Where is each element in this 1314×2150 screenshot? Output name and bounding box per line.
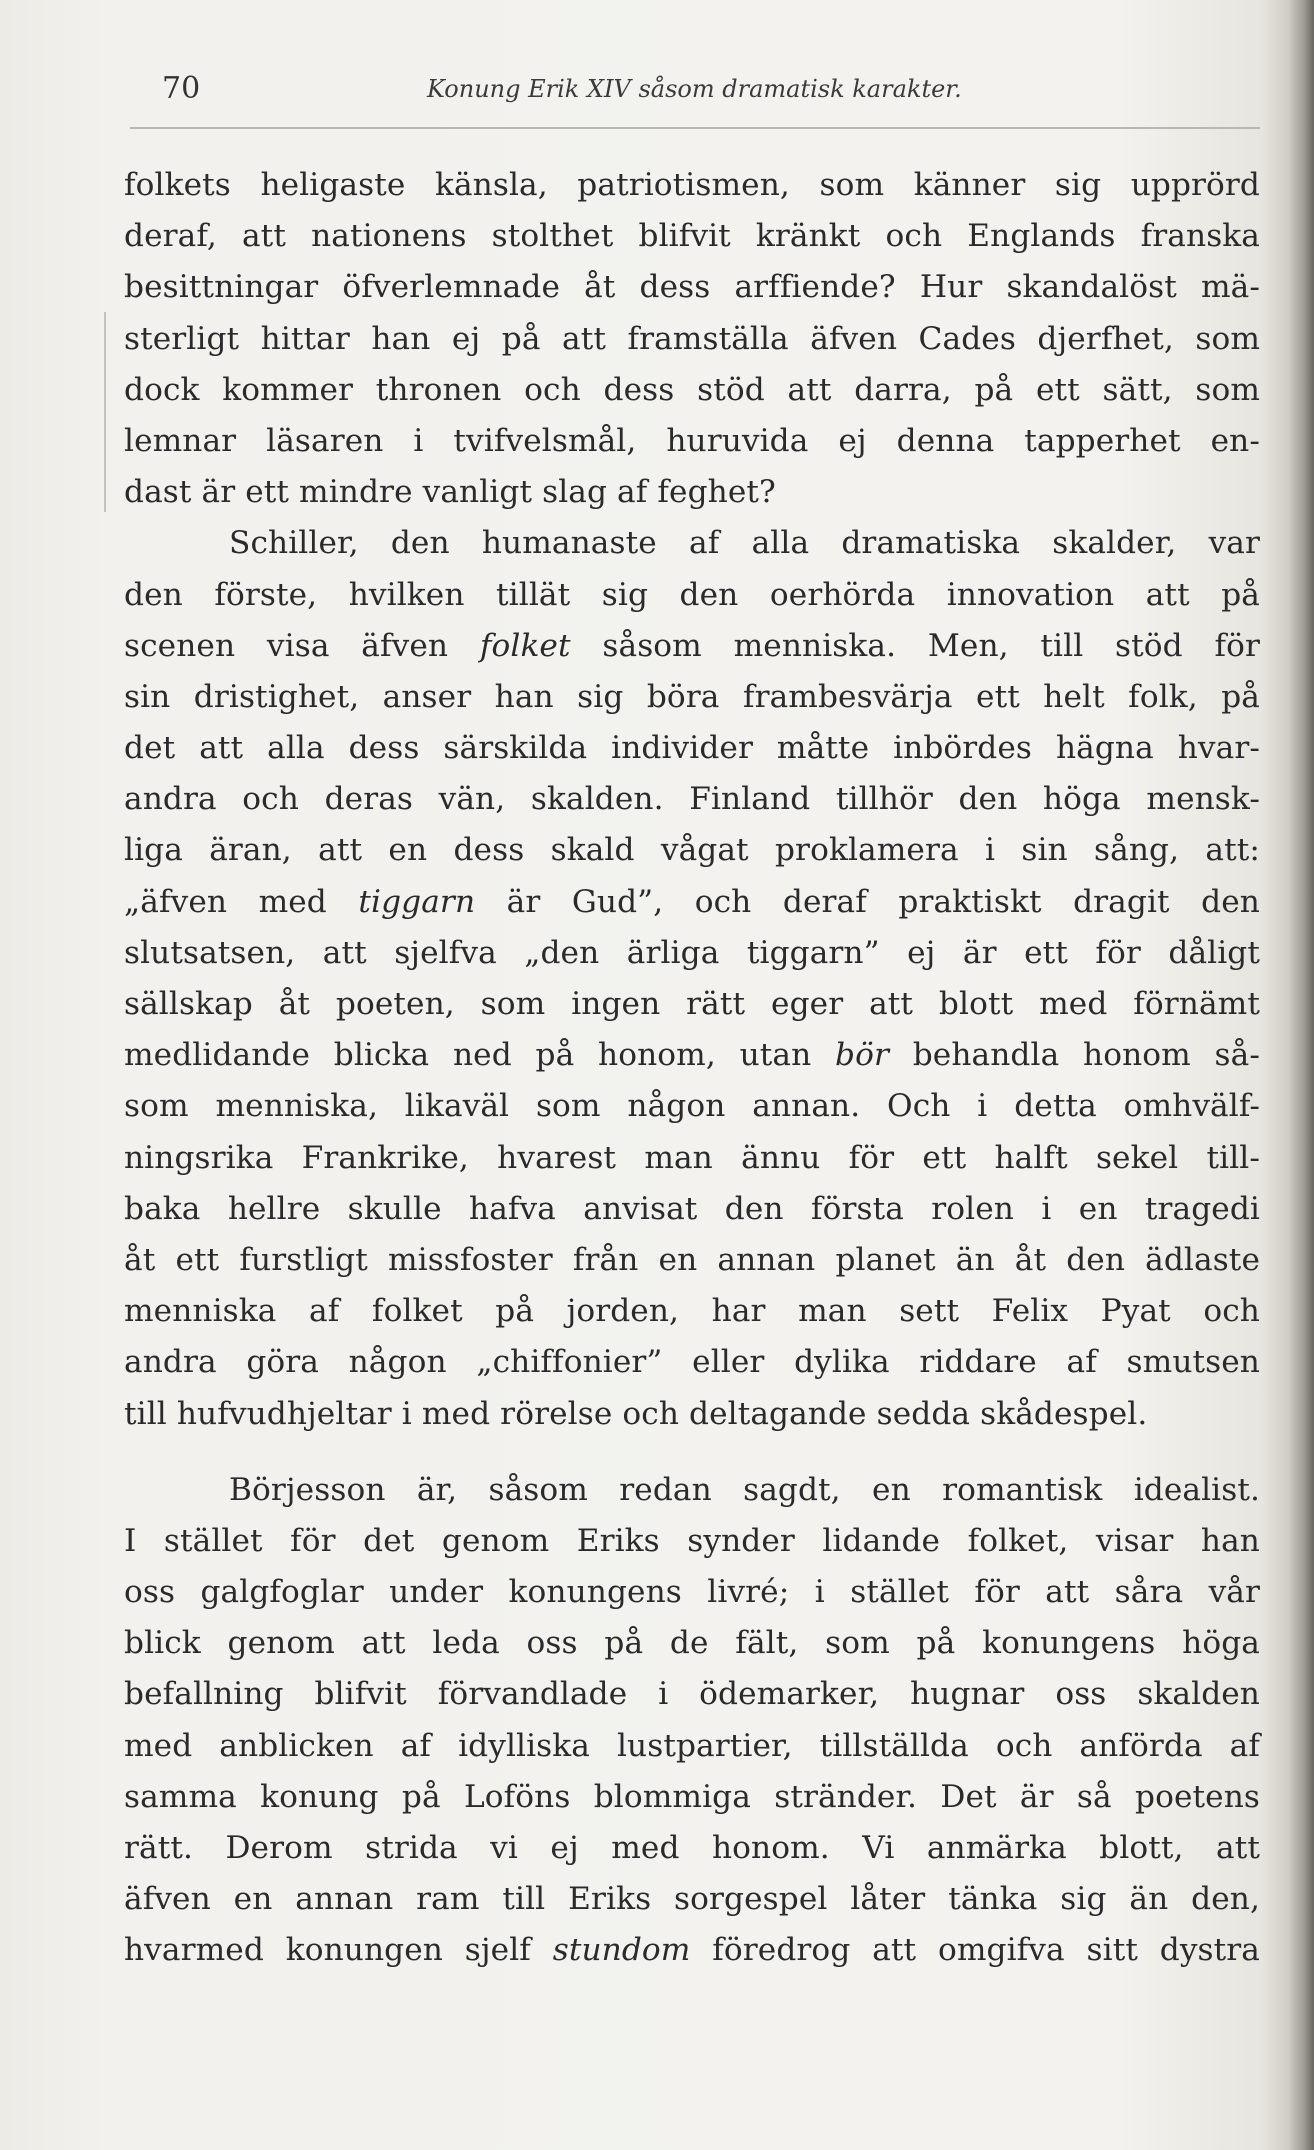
text-run: scenen visa äfven xyxy=(124,627,480,664)
text-line: andra göra någon „chiffonier” eller dylika riddare af smutsen xyxy=(124,1344,1260,1381)
paragraph-gap xyxy=(124,1440,1260,1465)
header-rule xyxy=(130,127,1260,129)
text-line: baka hellre skulle hafva anvisat den första rolen i en tragedi xyxy=(124,1190,1260,1227)
text-run: är Gud”, och deraf praktiskt dragit den xyxy=(475,883,1260,920)
text-line: besittningar öfverlemnade åt dess arffiende? Hur skandalöst mä- xyxy=(124,269,1260,306)
emphasis-folket: folket xyxy=(479,627,571,664)
emphasis-stundom: stundom xyxy=(552,1932,691,1969)
text-line: samma konung på Loföns blommiga stränder. Det är så poetens xyxy=(124,1778,1260,1815)
text-line xyxy=(124,1030,1260,1081)
text-line: det att alla dess särskilda individer måtte inbördes hägna hvar- xyxy=(124,730,1260,767)
text-line xyxy=(124,877,1260,928)
text-line: oss galgfoglar under konungens livré; i stället för att såra vår xyxy=(124,1574,1260,1611)
text-line: rätt. Derom strida vi ej med honom. Vi anmärka blott, att xyxy=(124,1830,1260,1866)
text-line: som menniska, likaväl som någon annan. Och i detta omhvälf- xyxy=(124,1088,1260,1125)
running-title: Konung Erik XIV såsom dramatisk karakter. xyxy=(427,75,962,103)
paragraph-1 xyxy=(124,160,1260,518)
text-line: Börjesson är, såsom redan sagdt, en romantisk idealist. xyxy=(229,1471,1260,1508)
text-run: hvarmed konungen sjelf xyxy=(124,1932,553,1969)
page-header xyxy=(162,66,1260,112)
text-line: deraf, att nationens stolthet blifvit kränkt och Englands franska xyxy=(124,218,1260,255)
text-line: äfven en annan ram till Eriks sorgespel låter tänka sig än den, xyxy=(124,1881,1260,1918)
text-line: befallning blifvit förvandlade i ödemarker, hugnar oss skalden xyxy=(124,1676,1260,1713)
text-line: dock kommer thronen och dess stöd att darra, på ett sätt, som xyxy=(124,371,1260,408)
paragraph-2 xyxy=(124,518,1260,1439)
emphasis-bor: bör xyxy=(835,1037,889,1074)
text-line: dast är ett mindre vanligt slag af feghet? xyxy=(124,474,776,511)
text-run: såsom menniska. Men, till stöd för xyxy=(570,627,1261,664)
text-line: med anblicken af idylliska lustpartier, tillställda och anförda af xyxy=(124,1727,1260,1764)
text-run: behandla honom så- xyxy=(889,1037,1260,1074)
text-line: slutsatsen, att sjelfva „den ärliga tiggarn” ej är ett för dåligt xyxy=(124,934,1260,971)
text-line: blick genom att leda oss på de fält, som på konungens höga xyxy=(124,1625,1260,1662)
text-line: åt ett furstligt missfoster från en annan planet än åt den ädlaste xyxy=(124,1241,1260,1278)
text-run: „äfven med xyxy=(124,883,359,920)
page-number: 70 xyxy=(162,71,201,106)
text-line: till hufvudhjeltar i med rörelse och deltagande sedda skådespel. xyxy=(124,1395,1148,1432)
text-line xyxy=(124,621,1260,672)
text-line: sin dristighet, anser han sig böra frambesvärja ett helt folk, på xyxy=(124,678,1260,715)
text-line: sterligt hittar han ej på att framställa äfven Cades djerfhet, som xyxy=(124,320,1260,357)
body-text xyxy=(124,160,1260,1977)
text-line: folkets heligaste känsla, patriotismen, som känner sig upprörd xyxy=(124,167,1260,203)
text-line: liga äran, att en dess skald vågat proklamera i sin sång, att: xyxy=(124,832,1260,869)
text-run: föredrog att omgifva sitt dystra xyxy=(690,1932,1260,1969)
text-line: ningsrika Frankrike, hvarest man ännu för ett halft sekel till- xyxy=(124,1139,1260,1176)
paragraph-3 xyxy=(124,1465,1260,1977)
page-spine-shadow xyxy=(1288,0,1314,2150)
text-run: medlidande blicka ned på honom, utan xyxy=(124,1037,836,1074)
text-line: Schiller, den humanaste af alla dramatiska skalder, var xyxy=(229,525,1260,562)
emphasis-tiggarn: tiggarn xyxy=(358,883,476,920)
text-line: den förste, hvilken tillät sig den oerhörda innovation att på xyxy=(124,576,1260,613)
text-line: lemnar läsaren i tvifvelsmål, huruvida ej denna tapperhet en- xyxy=(124,422,1260,459)
text-line xyxy=(124,1925,1260,1976)
text-line: andra och deras vän, skalden. Finland tillhör den höga mensk- xyxy=(124,781,1260,818)
margin-pencil-mark xyxy=(104,312,106,512)
text-line: sällskap åt poeten, som ingen rätt eger att blott med förnämt xyxy=(124,986,1260,1022)
text-line: menniska af folket på jorden, har man sett Felix Pyat och xyxy=(124,1293,1260,1330)
text-line: I stället för det genom Eriks synder lidande folket, visar han xyxy=(124,1522,1260,1559)
